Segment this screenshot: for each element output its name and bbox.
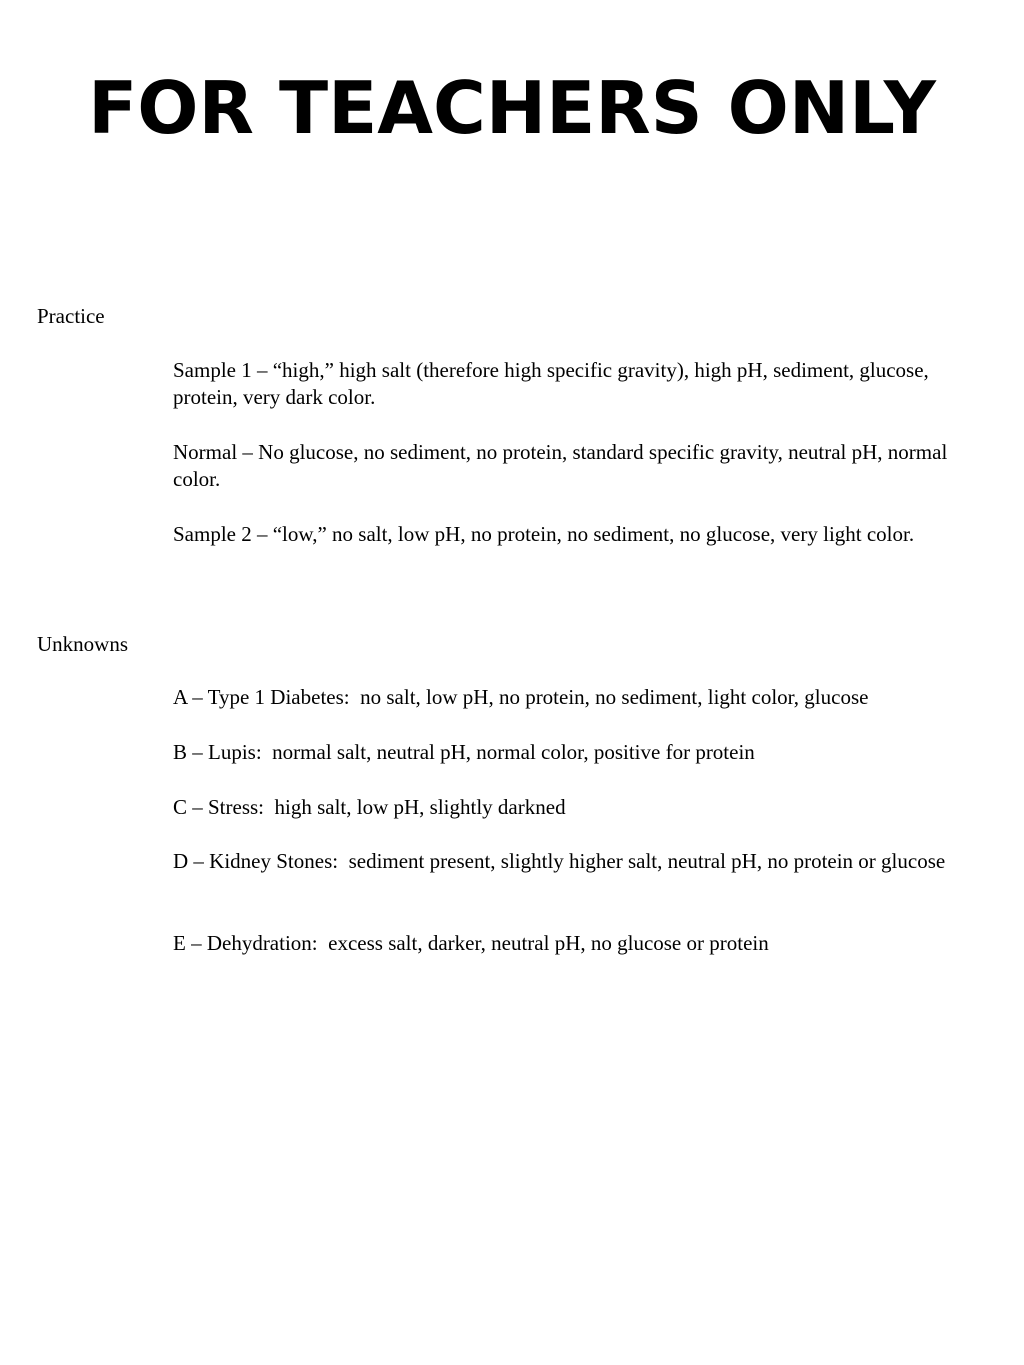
page-title: FOR TEACHERS ONLY — [88, 66, 936, 150]
practice-sample-2: Sample 2 – “low,” no salt, low pH, no protein, no sediment, no glucose, very light color. — [173, 522, 915, 546]
practice-heading: Practice — [37, 304, 105, 328]
practice-sample-1: Sample 1 – “high,” high salt (therefore high specific gravity), high pH, sediment, glucose, protein, very dark color. — [173, 358, 929, 409]
unknown-e: E – Dehydration: excess salt, darker, neutral pH, no glucose or protein — [173, 931, 769, 955]
unknowns-heading: Unknowns — [37, 632, 129, 656]
unknown-a: A – Type 1 Diabetes: no salt, low pH, no protein, no sediment, light color, glucose — [173, 685, 869, 709]
unknown-c: C – Stress: high salt, low pH, slightly darkned — [173, 795, 566, 819]
practice-normal: Normal – No glucose, no sediment, no protein, standard specific gravity, neutral pH, normal color. — [173, 440, 948, 491]
unknown-d: D – Kidney Stones: sediment present, slightly higher salt, neutral pH, no protein or glucose — [173, 849, 946, 873]
unknown-b: B – Lupis: normal salt, neutral pH, normal color, positive for protein — [173, 740, 755, 764]
